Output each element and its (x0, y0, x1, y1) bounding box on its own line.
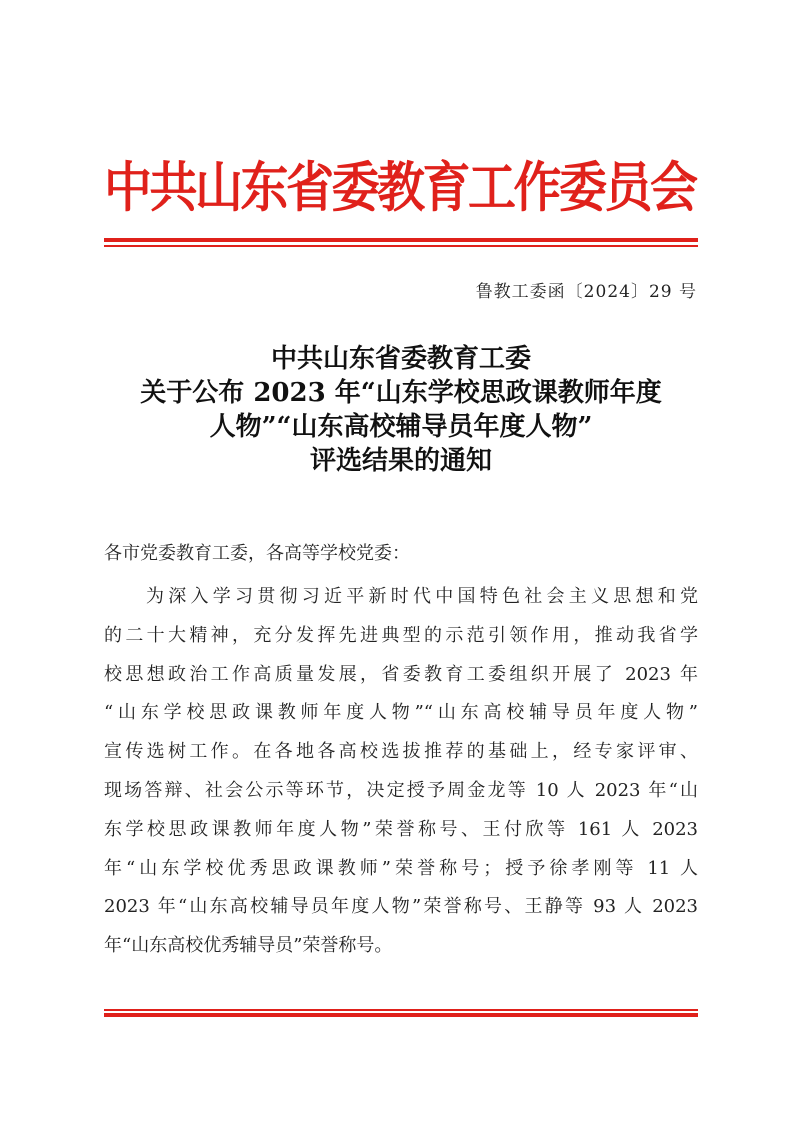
body-line: 宣传选树工作。在各地各高校选拔推荐的基础上，经专家评审、 (104, 741, 698, 763)
salutation: 各市党委教育工委，各高等学校党委： (104, 543, 410, 564)
body-line: 的二十大精神，充分发挥先进典型的示范引领作用，推动我省学 (104, 624, 698, 646)
title-line: 中共山东省委教育工委 (270, 344, 531, 374)
header-red-rule-thick (104, 238, 698, 242)
document-number: 鲁教工委函〔2024〕29 号 (475, 282, 697, 302)
document-title (104, 342, 698, 478)
issuing-organization-header: 中共山东省委教育工作委员会 (104, 156, 696, 220)
body-paragraph (104, 582, 698, 970)
body-line: 2023 年“山东高校辅导员年度人物”荣誉称号、王静等 93 人 2023 (104, 896, 698, 918)
body-line: 校思想政治工作高质量发展，省委教育工委组织开展了 2023 年 (104, 663, 698, 685)
body-line: 年“山东高校优秀辅导员”荣誉称号。 (104, 935, 393, 957)
title-line: 评选结果的通知 (309, 446, 492, 476)
body-line: 现场答辩、社会公示等环节，决定授予周金龙等 10 人 2023 年“山 (104, 779, 698, 801)
header-red-rule-thin (104, 245, 698, 247)
footer-red-rule-thick (104, 1013, 698, 1017)
body-line: “山东学校思政课教师年度人物”“山东高校辅导员年度人物” (104, 702, 698, 724)
body-line: 年“山东学校优秀思政课教师”荣誉称号；授予徐孝刚等 11 人 (104, 857, 698, 879)
title-line: 人物”“山东高校辅导员年度人物” (209, 412, 593, 442)
body-line: 为深入学习贯彻习近平新时代中国特色社会主义思想和党 (146, 586, 698, 607)
footer-red-rule-thin (104, 1009, 698, 1011)
body-line: 东学校思政课教师年度人物”荣誉称号、王付欣等 161 人 2023 (104, 818, 698, 840)
title-line: 关于公布 2023 年“山东学校思政课教师年度 (140, 378, 662, 408)
